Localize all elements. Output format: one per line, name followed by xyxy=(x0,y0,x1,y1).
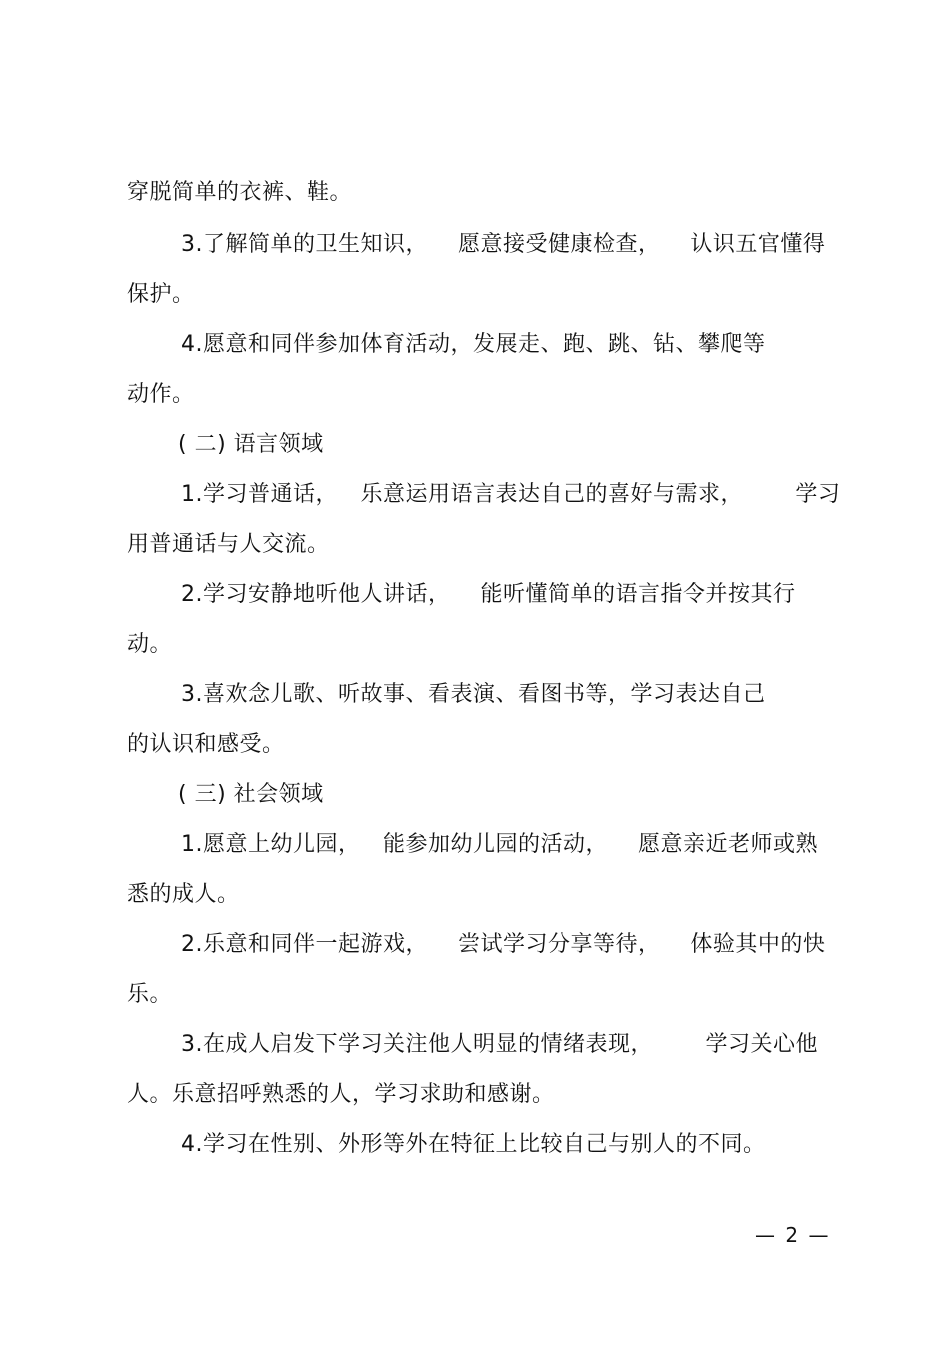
text-line-4: 4.愿意和同伴参加体育活动，发展走、跑、跳、钻、攀爬等 xyxy=(181,332,766,357)
text-line-9: 2.学习安静地听他人讲话， 能听懂简单的语言指令并按其行 xyxy=(181,582,796,607)
text-line-7: 1.学习普通话， 乐意运用语言表达自己的喜好与需求， 学习 xyxy=(181,482,841,507)
text-line-3: 保护。 xyxy=(127,282,195,307)
text-line-20: 4.学习在性别、外形等外在特征上比较自己与别人的不同。 xyxy=(181,1132,766,1157)
text-line-15: 悉的成人。 xyxy=(127,882,240,907)
text-line-2: 3.了解简单的卫生知识， 愿意接受健康检查， 认识五官懂得 xyxy=(181,232,826,257)
text-line-1: 穿脱简单的衣裤、鞋。 xyxy=(127,180,353,205)
text-line-10: 动。 xyxy=(127,632,173,657)
text-line-19: 人。乐意招呼熟悉的人，学习求助和感谢。 xyxy=(127,1082,555,1107)
section-heading-social: ( 三) 社会领域 xyxy=(178,782,324,807)
text-line-14: 1.愿意上幼儿园， 能参加幼儿园的活动， 愿意亲近老师或熟 xyxy=(181,832,818,857)
text-line-17: 乐。 xyxy=(127,982,173,1007)
text-line-16: 2.乐意和同伴一起游戏， 尝试学习分享等待， 体验其中的快 xyxy=(181,932,826,957)
page-number: — 2 — xyxy=(755,1223,831,1247)
text-line-12: 的认识和感受。 xyxy=(127,732,285,757)
text-line-18: 3.在成人启发下学习关注他人明显的情绪表现， 学习关心他 xyxy=(181,1032,818,1057)
text-line-11: 3.喜欢念儿歌、听故事、看表演、看图书等，学习表达自己 xyxy=(181,682,766,707)
section-heading-language: ( 二) 语言领域 xyxy=(178,432,324,457)
text-line-5: 动作。 xyxy=(127,382,195,407)
text-line-8: 用普通话与人交流。 xyxy=(127,532,330,557)
